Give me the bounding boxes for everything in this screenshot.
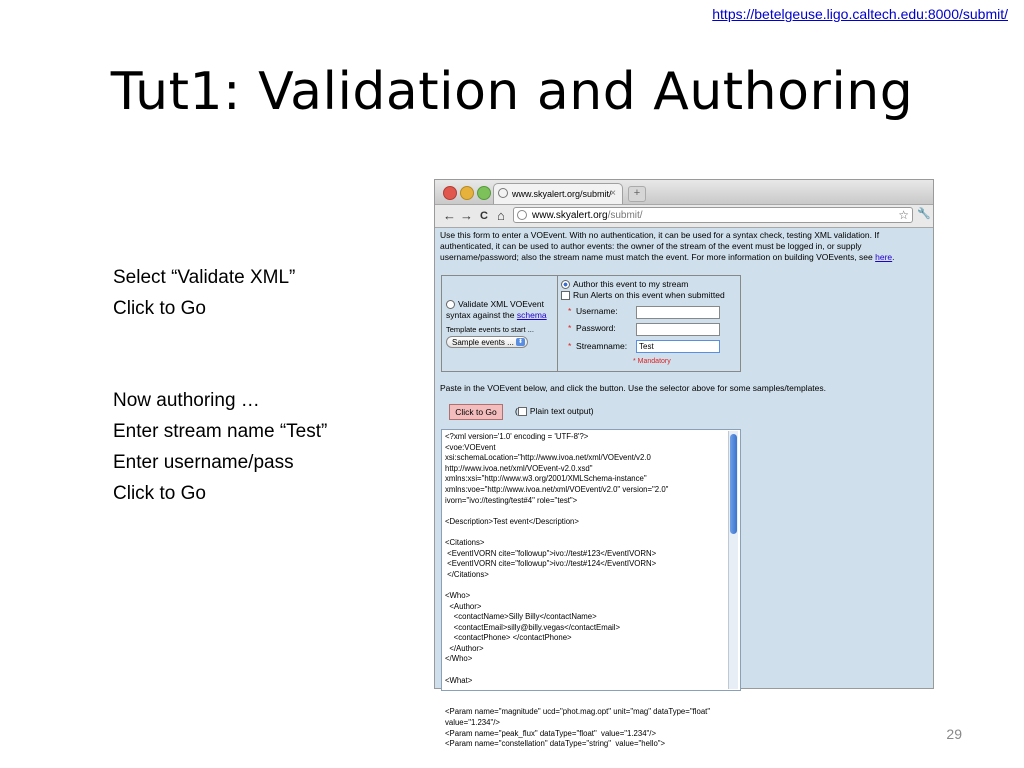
password-label: Password: — [576, 323, 616, 333]
select-arrow-icon: ⬍ — [517, 339, 524, 345]
validate-option[interactable] — [446, 299, 544, 310]
username-label: Username: — [576, 306, 618, 316]
plain-text-open: ( — [515, 406, 518, 416]
slide-number: 29 — [946, 726, 962, 742]
mandatory-note: * Mandatory — [633, 358, 671, 365]
tab-close-icon[interactable]: × — [610, 188, 616, 199]
required-asterisk: * — [568, 323, 572, 333]
bookmark-star-icon[interactable]: ☆ — [898, 208, 909, 222]
instruction-line: Click to Go — [113, 298, 206, 319]
username-input[interactable] — [636, 306, 720, 319]
back-arrow-icon[interactable]: ← — [443, 208, 456, 223]
browser-window — [434, 179, 934, 749]
instructions-validate — [113, 262, 295, 324]
tab-title: www.skyalert.org/submit/ — [512, 189, 612, 199]
plain-text-option[interactable] — [515, 406, 594, 417]
intro-text: Use this form to enter a VOEvent. With no authentication, it can be used for a syntax check, testing XML validation. If authenticated, it can be used to author events: the owner of the stream of the event must be logged in, or supply username/password; also the stream name must match the event. For more information on building VOEvents, see — [440, 230, 880, 262]
paste-instruction: Paste in the VOEvent below, and click the button. Use the selector above for some samples/templates. — [440, 383, 827, 393]
globe-icon — [498, 188, 508, 198]
home-icon[interactable]: ⌂ — [497, 208, 505, 223]
password-row — [568, 323, 616, 334]
scrollbar-thumb[interactable] — [730, 434, 737, 534]
browser-titlebar — [435, 180, 933, 205]
click-to-go-button[interactable]: Click to Go — [449, 404, 503, 420]
browser-tab[interactable] — [493, 183, 623, 204]
address-host: www.skyalert.org — [532, 210, 608, 221]
wrench-icon[interactable]: 🔧 — [917, 208, 931, 220]
validate-label-2-row — [446, 310, 547, 321]
password-input[interactable] — [636, 323, 720, 336]
reload-icon[interactable]: C — [480, 210, 488, 222]
run-alerts-checkbox[interactable] — [561, 291, 570, 300]
intro-paragraph — [440, 230, 926, 263]
submit-options-table — [441, 275, 741, 372]
username-row — [568, 306, 618, 317]
schema-link[interactable]: schema — [516, 310, 547, 320]
globe-icon — [517, 210, 527, 220]
instruction-line: Now authoring … — [113, 390, 260, 411]
page-content — [435, 228, 933, 749]
author-radio[interactable] — [561, 280, 570, 289]
template-label: Template events to start ... — [446, 325, 534, 334]
plain-text-label: Plain text output) — [529, 406, 594, 416]
instruction-line: Enter stream name “Test” — [113, 421, 328, 442]
instruction-line: Click to Go — [113, 483, 206, 504]
instructions-authoring — [113, 385, 327, 509]
validate-cell — [442, 276, 558, 371]
intro-end: . — [892, 252, 895, 262]
instruction-line: Enter username/pass — [113, 452, 294, 473]
author-cell — [558, 276, 740, 371]
new-tab-button[interactable]: + — [628, 186, 646, 202]
browser-toolbar — [435, 205, 933, 228]
slide-title: Tut1: Validation and Authoring — [110, 62, 914, 122]
header-url-link[interactable]: https://betelgeuse.ligo.caltech.edu:8000/submit/ — [712, 6, 1008, 22]
zoom-window-icon[interactable] — [477, 186, 491, 200]
validate-radio[interactable] — [446, 300, 455, 309]
validate-label-2: syntax against the — [446, 310, 515, 320]
instruction-line: Select “Validate XML” — [113, 267, 296, 288]
here-link[interactable]: here — [875, 252, 893, 262]
forward-arrow-icon[interactable]: → — [460, 208, 473, 223]
close-window-icon[interactable] — [443, 186, 457, 200]
author-label: Author this event to my stream — [573, 279, 689, 289]
author-option[interactable] — [561, 279, 688, 290]
streamname-row — [568, 341, 627, 352]
run-alerts-label: Run Alerts on this event when submitted — [573, 290, 725, 300]
run-alerts-option[interactable] — [561, 290, 725, 301]
required-asterisk: * — [568, 341, 572, 351]
streamname-input[interactable]: Test — [636, 340, 720, 353]
voevent-xml-textarea[interactable]: <?xml version='1.0' encoding = 'UTF-8'?> <voe:VOEvent xsi:schemaLocation="http://www.ivoa.net/xml/VOEvent/v2.0 http://www.ivoa.net/xml/VOEvent-v2.0.xsd" xmlns:xsi="http://www.w3.org/2001/XMLSchema-instance" xmlns:voe="http://www.ivoa.net/xml/VOEvent/v2.0" version="2.0" ivorn="ivo://testing/test#4" role="test"> <Description>Test event</Description> <Citations> <EventIVORN cite="followup">ivo://test#123</EventIVORN> <EventIVORN cite="followup">ivo://test#124</EventIVORN> </Citations> <Who> <Author> <contactName>Silly Billy</contactName> <contactEmail>silly@billy.vegas</contactEmail> <contactPhone> </contactPhone> </Author> </Who> <What> <Param name="magnitude" ucd="phot.mag.opt" unit="mag" dataType="float" value="1.234"/> <Param name="peak_flux" dataType="float" value="1.234"/> <Param name="constellation" dataType="string" value="hello"> — [441, 429, 741, 691]
validate-label-1: Validate XML VOEvent — [458, 299, 544, 309]
required-asterisk: * — [568, 306, 572, 316]
streamname-label: Streamname: — [576, 341, 628, 351]
address-bar[interactable] — [513, 207, 913, 223]
sample-events-value: Sample events ... — [452, 338, 514, 347]
sample-events-select[interactable] — [446, 336, 528, 348]
minimize-window-icon[interactable] — [460, 186, 474, 200]
textarea-scrollbar[interactable] — [728, 431, 738, 689]
plain-text-checkbox[interactable] — [518, 407, 527, 416]
address-path: /submit/ — [607, 210, 643, 221]
